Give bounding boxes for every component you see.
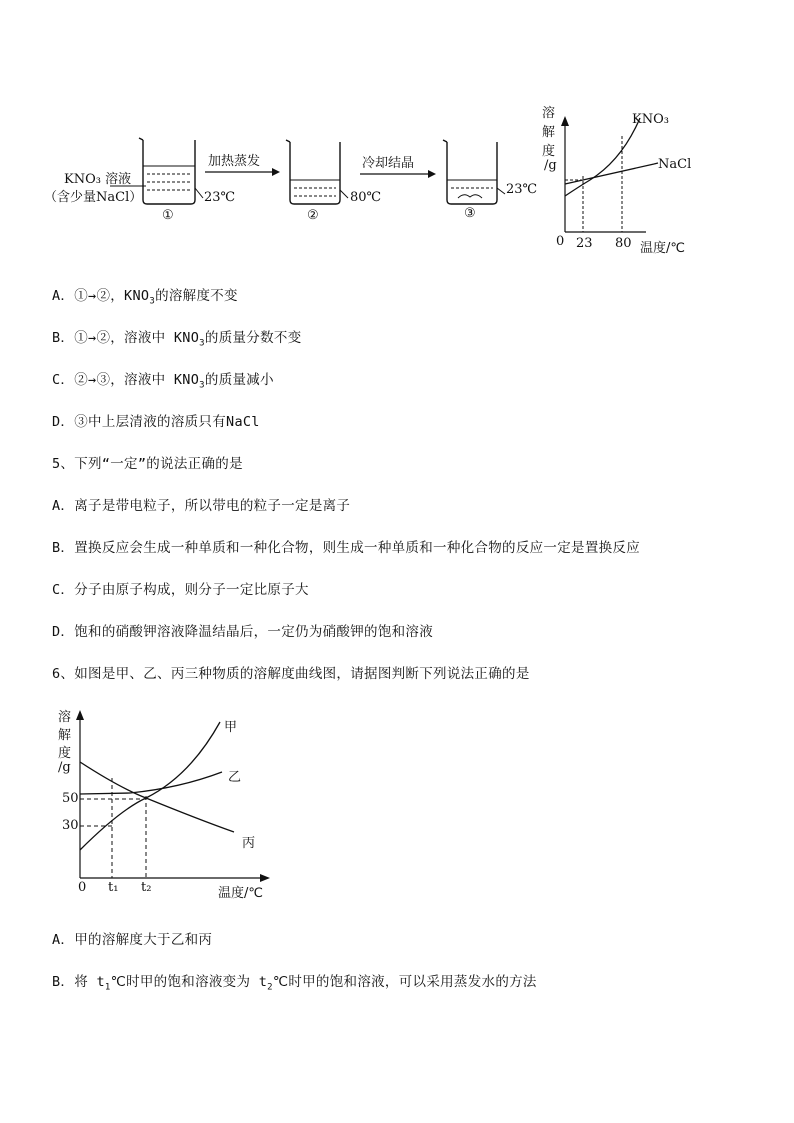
beaker2-temp: 80℃: [350, 190, 382, 205]
q5-stem: 5、下列“一定”的说法正确的是: [52, 456, 243, 472]
beaker-2: [286, 140, 348, 204]
chart1-series-kno3: KNO₃: [632, 112, 669, 127]
arrow-cool-crystallize: [360, 170, 436, 178]
q6-stem: 6、如图是甲、乙、丙三种物质的溶解度曲线图，请据图判断下列说法正确的是: [52, 666, 530, 682]
q5-option-c: C．分子由原子构成，则分子一定比原子大: [52, 582, 309, 598]
chart2-ylabel-4: /g: [58, 760, 71, 775]
chart1-origin: 0: [556, 234, 565, 249]
q6-option-a: A．甲的溶解度大于乙和丙: [52, 932, 213, 948]
chart2-ylabel-1: 溶: [58, 710, 72, 725]
beaker2-number: ②: [307, 208, 319, 223]
q4-option-b: B．①→②，溶液中 $KNO_3$的质量分数不变: [52, 330, 302, 349]
q5-option-b: B．置换反应会生成一种单质和一种化合物，则生成一种单质和一种化合物的反应一定是置换反应: [52, 540, 641, 556]
series-label-jia: 甲: [224, 720, 238, 735]
q4-option-a: A．①→②，$KNO_3$的溶解度不变: [52, 288, 238, 307]
q5-option-d: D．饱和的硝酸钾溶液降温结晶后，一定仍为硝酸钾的饱和溶液: [52, 624, 434, 640]
beaker-3: [443, 140, 505, 204]
q6-option-b: B．将 $t_1℃$时甲的饱和溶液变为 $t_2℃$时甲的饱和溶液，可以采用蒸发水的方法: [52, 974, 537, 993]
label-kno3-solution: KNO₃ 溶液: [64, 172, 132, 187]
chart2-ytick-30: 30: [62, 818, 79, 833]
chart1-tick-80: 80: [615, 236, 632, 251]
solubility-chart-svg: [50, 700, 290, 900]
arrow1-label: 加热蒸发: [208, 154, 261, 169]
series-bing-curve: [80, 762, 234, 832]
beaker3-temp: 23℃: [506, 182, 538, 197]
series-nacl-line: [565, 164, 654, 184]
chart2-xlabel: 温度/℃: [218, 886, 263, 901]
arrow2-label: 冷却结晶: [362, 156, 415, 171]
beaker1-number: ①: [162, 208, 174, 223]
chart2-xtick-t1: t₁: [108, 880, 119, 895]
label-contains-nacl: （含少量NaCl）: [44, 190, 143, 205]
series-label-yi: 乙: [228, 770, 242, 785]
chart1-ylabel-2: 解: [542, 125, 556, 140]
chart2-ytick-50: 50: [62, 791, 79, 806]
q4-option-c: C．②→③，溶液中 $KNO_3$的质量减小: [52, 372, 274, 391]
beaker3-number: ③: [464, 206, 476, 221]
chart2-ylabel-2: 解: [58, 728, 72, 743]
chart2-ylabel-3: 度: [58, 746, 72, 761]
figure-crystallization: [44, 100, 750, 260]
arrow-heat-evaporate: [205, 168, 280, 176]
chart2-xtick-t2: t₂: [141, 880, 152, 895]
chart1-ylabel-1: 溶: [542, 106, 556, 121]
series-label-bing: 丙: [242, 836, 256, 851]
q5-option-a: A．离子是带电粒子，所以带电的粒子一定是离子: [52, 498, 351, 514]
series-jia-curve: [80, 722, 220, 850]
chart1-xlabel: 温度/℃: [640, 241, 685, 256]
chart1-ylabel-4: /g: [544, 158, 557, 173]
solubility-chart: [50, 700, 290, 900]
chart1-ylabel-3: 度: [542, 144, 556, 159]
chart1-series-nacl: NaCl: [658, 157, 692, 172]
kno3-nacl-chart: [561, 116, 658, 232]
chart1-tick-23: 23: [576, 236, 593, 251]
chart2-origin: 0: [78, 880, 87, 895]
q4-option-d: D．③中上层清液的溶质只有NaCl: [52, 414, 260, 430]
beaker1-temp: 23℃: [204, 190, 236, 205]
series-kno3-curve: [565, 118, 640, 196]
